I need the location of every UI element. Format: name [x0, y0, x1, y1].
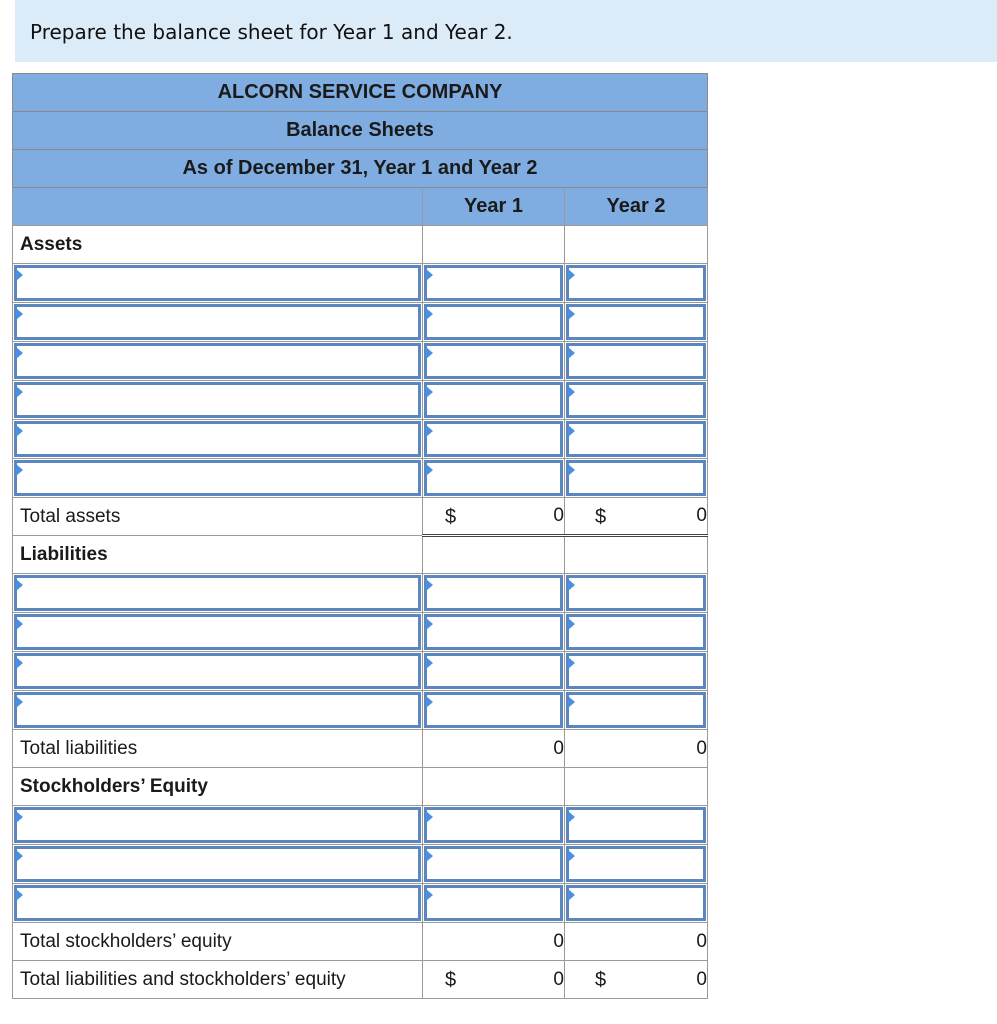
statement-title: Balance Sheets [13, 112, 708, 150]
total-assets-y1-dollar: $ [445, 506, 457, 528]
total-assets-y1-value: 0 [553, 505, 564, 526]
assets-year1-amount-input[interactable] [424, 343, 563, 379]
equity-year2-amount-input[interactable] [566, 846, 706, 882]
liabilities-year1-amount-input[interactable] [424, 692, 563, 728]
statement-header-row [13, 112, 708, 150]
total-equity-y2-value: 0 [696, 930, 707, 952]
equity-account-name-input[interactable] [14, 807, 421, 843]
liabilities-account-name-input[interactable] [14, 614, 421, 650]
equity-year2-amount-input[interactable] [566, 807, 706, 843]
section-label-assets: Assets [20, 233, 83, 255]
equity-account-name-input[interactable] [14, 846, 421, 882]
company-name: ALCORN SERVICE COMPANY [13, 74, 708, 112]
assets-year2-amount-input[interactable] [566, 265, 706, 301]
equity-input-row [13, 845, 708, 884]
instruction-text: Prepare the balance sheet for Year 1 and Year 2. [30, 20, 513, 44]
instruction-banner [15, 0, 997, 62]
liabilities-account-name-input[interactable] [14, 692, 421, 728]
total-liabilities-y2-value: 0 [696, 737, 707, 759]
total-liab-equity-label: Total liabilities and stockholders’ equity [20, 968, 346, 990]
assets-year2-amount-input[interactable] [566, 460, 706, 496]
total-assets-y2-dollar: $ [595, 506, 607, 528]
assets-year1-amount-input[interactable] [424, 265, 563, 301]
equity-year1-amount-input[interactable] [424, 846, 563, 882]
liabilities-year2-amount-input[interactable] [566, 575, 706, 611]
total-assets-label: Total assets [20, 505, 121, 527]
assets-account-name-input[interactable] [14, 460, 421, 496]
assets-year2-amount-input[interactable] [566, 304, 706, 340]
assets-account-name-input[interactable] [14, 304, 421, 340]
assets-year1-amount-input[interactable] [424, 421, 563, 457]
assets-account-name-input[interactable] [14, 343, 421, 379]
total-liab-equity-row [13, 961, 708, 999]
liabilities-input-row [13, 574, 708, 613]
liabilities-year1-amount-input[interactable] [424, 575, 563, 611]
company-header-row [13, 74, 708, 112]
equity-input-row [13, 806, 708, 845]
assets-year1-amount-input[interactable] [424, 382, 563, 418]
assets-year2-amount-input[interactable] [566, 343, 706, 379]
liabilities-year2-amount-input[interactable] [566, 653, 706, 689]
liabilities-account-name-input[interactable] [14, 653, 421, 689]
liabilities-input-row [13, 613, 708, 652]
total-liab-equity-y2-value: 0 [696, 968, 707, 990]
assets-input-row [13, 459, 708, 498]
section-row-equity [13, 768, 708, 806]
date-header-row [13, 150, 708, 188]
liabilities-account-name-input[interactable] [14, 575, 421, 611]
assets-account-name-input[interactable] [14, 421, 421, 457]
total-equity-row [13, 923, 708, 961]
section-row-assets [13, 226, 708, 264]
assets-input-row [13, 420, 708, 459]
total-liabilities-y1-value: 0 [553, 737, 564, 759]
assets-input-row [13, 264, 708, 303]
column-header-year2: Year 2 [565, 188, 708, 226]
liabilities-year1-amount-input[interactable] [424, 653, 563, 689]
total-liabilities-label: Total liabilities [20, 737, 138, 759]
liabilities-year1-amount-input[interactable] [424, 614, 563, 650]
equity-input-row [13, 884, 708, 923]
total-assets-row [13, 498, 708, 536]
total-equity-label: Total stockholders’ equity [20, 930, 232, 952]
equity-account-name-input[interactable] [14, 885, 421, 921]
total-liab-equity-y1-value: 0 [553, 968, 564, 990]
assets-year2-amount-input[interactable] [566, 421, 706, 457]
assets-year2-amount-input[interactable] [566, 382, 706, 418]
section-row-liabilities [13, 536, 708, 574]
total-liab-equity-y2-dollar: $ [595, 969, 607, 991]
liabilities-input-row [13, 652, 708, 691]
section-label-equity: Stockholders’ Equity [20, 775, 208, 797]
total-liabilities-row [13, 730, 708, 768]
liabilities-year2-amount-input[interactable] [566, 692, 706, 728]
section-label-liabilities: Liabilities [20, 543, 108, 565]
assets-input-row [13, 381, 708, 420]
equity-year1-amount-input[interactable] [424, 885, 563, 921]
balance-sheet-table [12, 73, 708, 999]
assets-year1-amount-input[interactable] [424, 460, 563, 496]
assets-account-name-input[interactable] [14, 265, 421, 301]
total-assets-y2-value: 0 [696, 505, 707, 526]
liabilities-year2-amount-input[interactable] [566, 614, 706, 650]
assets-account-name-input[interactable] [14, 382, 421, 418]
column-header-row [13, 188, 708, 226]
equity-year1-amount-input[interactable] [424, 807, 563, 843]
assets-year1-amount-input[interactable] [424, 304, 563, 340]
total-liab-equity-y1-dollar: $ [445, 969, 457, 991]
column-header-blank [13, 188, 423, 226]
assets-input-row [13, 303, 708, 342]
equity-year2-amount-input[interactable] [566, 885, 706, 921]
statement-date: As of December 31, Year 1 and Year 2 [13, 150, 708, 188]
total-equity-y1-value: 0 [553, 930, 564, 952]
liabilities-input-row [13, 691, 708, 730]
column-header-year1: Year 1 [423, 188, 565, 226]
assets-input-row [13, 342, 708, 381]
